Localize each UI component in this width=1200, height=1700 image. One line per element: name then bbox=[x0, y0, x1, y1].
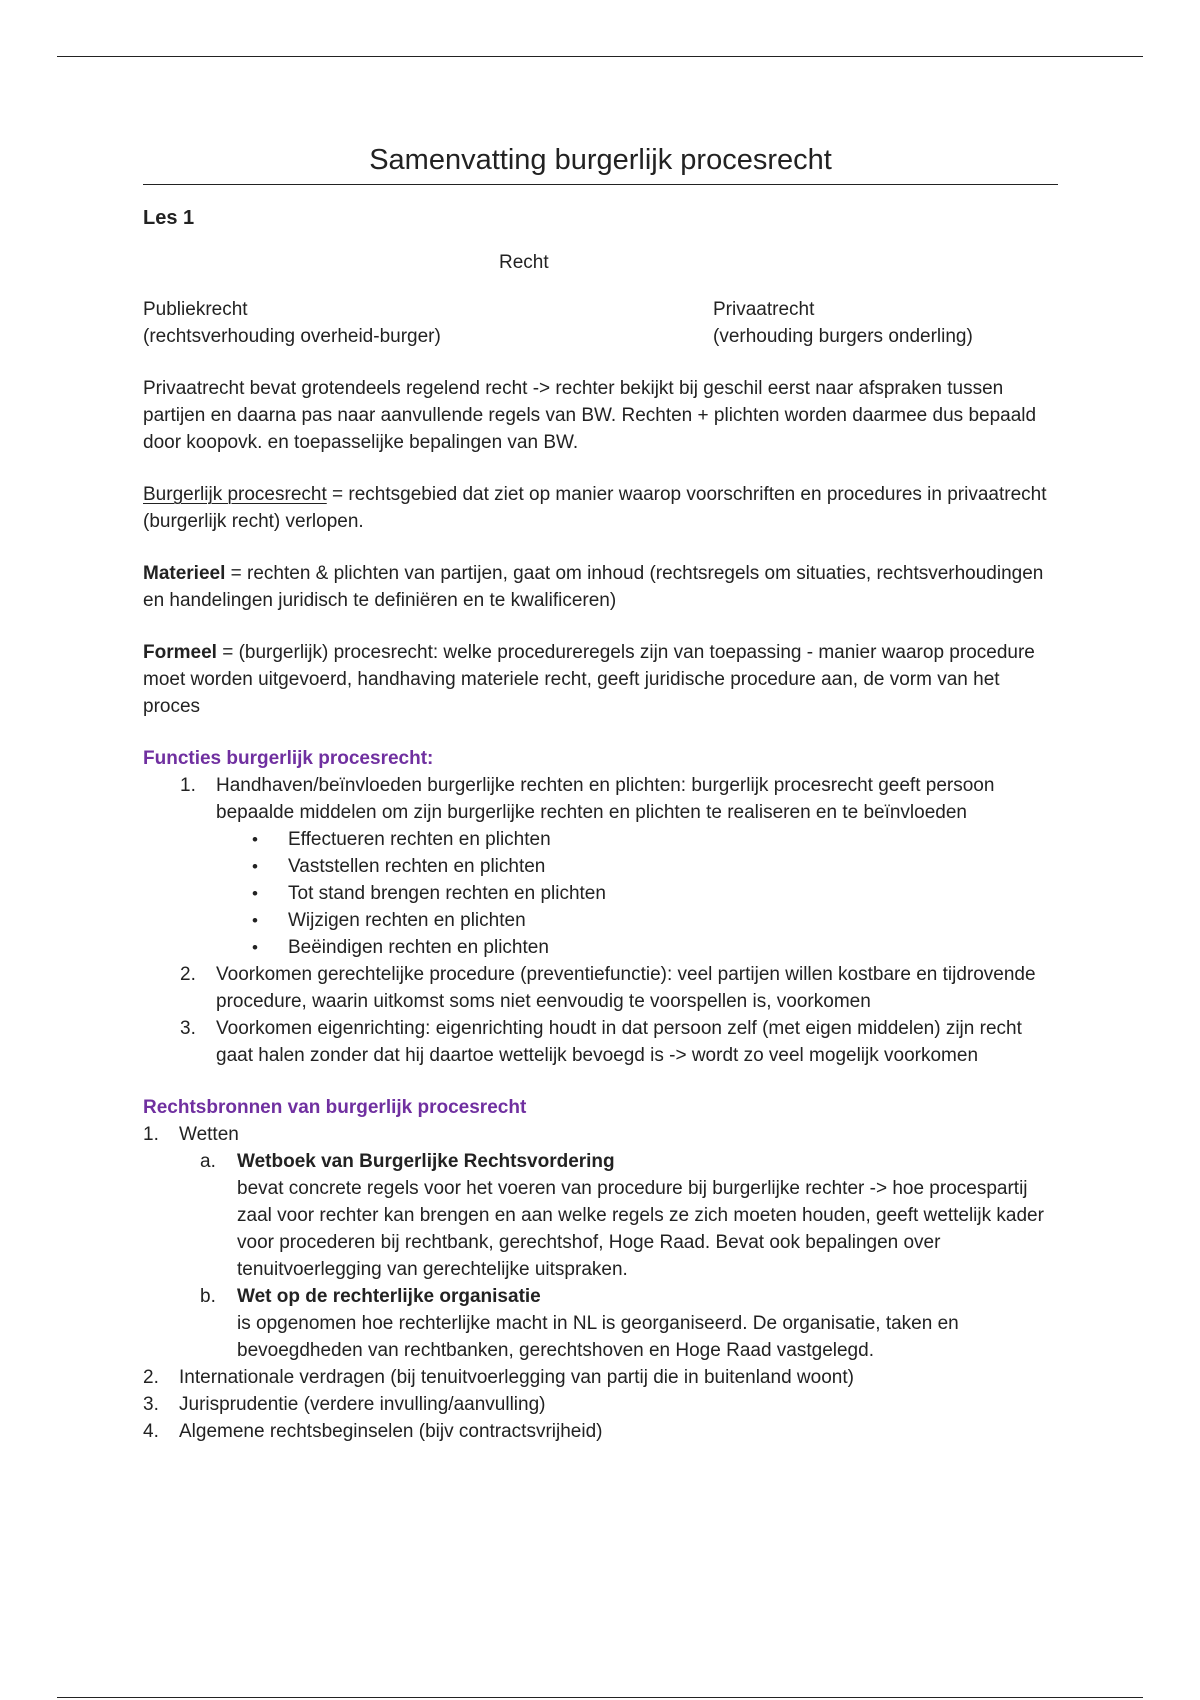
formeel-term: Formeel bbox=[143, 642, 217, 663]
privaatrecht-heading: Privaatrecht bbox=[713, 299, 815, 320]
definition-term: Burgerlijk procesrecht bbox=[143, 484, 327, 505]
page-bottom-rule bbox=[57, 1697, 1143, 1698]
bullet-text: Wijzigen rechten en plichten bbox=[288, 910, 526, 931]
materieel-paragraph bbox=[143, 560, 1058, 614]
privaatrecht-paragraph: Privaatrecht bevat grotendeels regelend recht -> rechter bekijkt bij geschil eerst naar afspraken tussen partijen en daarna pas naar aanvullende regels van BW. Rechten + plichten worden daarmee dus bepaald door koopovk. en toepasselijke bepalingen van BW. bbox=[143, 378, 1037, 453]
bullet-item bbox=[143, 907, 1058, 934]
functies-list bbox=[143, 772, 1058, 1069]
bullet-item bbox=[143, 880, 1058, 907]
definition-paragraph bbox=[143, 481, 1058, 535]
definition-text: = rechtsgebied dat ziet op manier waarop voorschriften en procedures in privaatrecht (burgerlijk recht) verlopen. bbox=[143, 484, 1047, 532]
list-item-text: Algemene rechtsbeginselen (bijv contractsvrijheid) bbox=[179, 1421, 603, 1442]
bullet-item bbox=[143, 826, 1058, 853]
law-division bbox=[143, 296, 1058, 350]
bullet-icon: • bbox=[252, 857, 258, 876]
functies-heading: Functies burgerlijk procesrecht: bbox=[143, 748, 434, 769]
list-item-text: Internationale verdragen (bij tenuitvoerlegging van partij die in buitenland woont) bbox=[179, 1367, 854, 1388]
document-title: Samenvatting burgerlijk procesrecht bbox=[143, 140, 1058, 185]
publiekrecht-description: (rechtsverhouding overheid-burger) bbox=[143, 326, 441, 347]
sub-list-marker: b. bbox=[200, 1286, 216, 1307]
sub-list-title: Wet op de rechterlijke organisatie bbox=[237, 1286, 541, 1307]
publiekrecht-heading: Publiekrecht bbox=[143, 299, 248, 320]
privaatrecht-column bbox=[713, 296, 1058, 350]
privaatrecht-description: (verhouding burgers onderling) bbox=[713, 326, 973, 347]
list-marker: 2. bbox=[180, 964, 196, 985]
list-marker: 4. bbox=[143, 1421, 159, 1442]
rechtsbronnen-list bbox=[143, 1121, 1058, 1445]
formeel-paragraph bbox=[143, 639, 1058, 720]
sub-list-body: is opgenomen hoe rechterlijke macht in NL is georganiseerd. De organisatie, taken en bevoegdheden van rechtbanken, gerechtshoven en Hoge Raad vastgelegd. bbox=[237, 1313, 959, 1361]
bullet-item bbox=[143, 934, 1058, 961]
bullet-text: Vaststellen rechten en plichten bbox=[288, 856, 546, 877]
materieel-text: = rechten & plichten van partijen, gaat om inhoud (rechtsregels om situaties, rechtsverhoudingen en handelingen juridisch te definiëren en te kwalificeren) bbox=[143, 563, 1044, 611]
list-marker: 2. bbox=[143, 1367, 159, 1388]
list-item bbox=[143, 1364, 1058, 1391]
formeel-text: = (burgerlijk) procesrecht: welke procedureregels zijn van toepassing - manier waarop procedure moet worden uitgevoerd, handhaving materiele recht, geeft juridische procedure aan, de vorm van het proces bbox=[143, 642, 1035, 717]
list-marker: 3. bbox=[143, 1394, 159, 1415]
sub-list-marker: a. bbox=[200, 1151, 216, 1172]
list-item bbox=[143, 961, 1058, 1015]
sub-list-item bbox=[143, 1283, 1058, 1310]
list-item bbox=[143, 1418, 1058, 1445]
list-marker: 1. bbox=[143, 1124, 159, 1145]
sub-list-item bbox=[143, 1148, 1058, 1175]
list-item bbox=[143, 772, 1058, 826]
list-item-text: Voorkomen gerechtelijke procedure (preventiefunctie): veel partijen willen kostbare en tijdrovende procedure, waarin uitkomst soms niet eenvoudig te voorspellen is, voorkomen bbox=[216, 964, 1036, 1012]
bullet-text: Tot stand brengen rechten en plichten bbox=[288, 883, 606, 904]
lesson-heading: Les 1 bbox=[143, 207, 195, 229]
sub-list-body: bevat concrete regels voor het voeren van procedure bij burgerlijke rechter -> hoe procespartij zaal voor rechter kan brengen en aan welke regels ze zich moeten houden, geeft wettelijk kader voor procederen bij rechtbank, gerechtshof, Hoge Raad. Bevat ook bepalingen over tenuitvoerlegging van gerechtelijke uitspraken. bbox=[237, 1178, 1044, 1280]
publiekrecht-column bbox=[143, 296, 713, 350]
list-item bbox=[143, 1015, 1058, 1069]
bullet-item bbox=[143, 853, 1058, 880]
bullet-icon: • bbox=[252, 884, 258, 903]
bullet-icon: • bbox=[252, 938, 258, 957]
list-item-text: Wetten bbox=[179, 1124, 239, 1145]
list-item-text: Jurisprudentie (verdere invulling/aanvulling) bbox=[179, 1394, 546, 1415]
list-item bbox=[143, 1121, 1058, 1148]
list-item bbox=[143, 1391, 1058, 1418]
sub-list-title: Wetboek van Burgerlijke Rechtsvordering bbox=[237, 1151, 615, 1172]
list-item-text: Voorkomen eigenrichting: eigenrichting houdt in dat persoon zelf (met eigen middelen) zijn recht gaat halen zonder dat hij daartoe wettelijk bevoegd is -> wordt zo veel mogelijk voorkomen bbox=[216, 1018, 1022, 1066]
rechtsbronnen-heading: Rechtsbronnen van burgerlijk procesrecht bbox=[143, 1097, 527, 1118]
list-marker: 1. bbox=[180, 775, 196, 796]
bullet-icon: • bbox=[252, 830, 258, 849]
center-term: Recht bbox=[499, 252, 549, 273]
bullet-icon: • bbox=[252, 911, 258, 930]
page-top-rule bbox=[57, 56, 1143, 57]
list-marker: 3. bbox=[180, 1018, 196, 1039]
materieel-term: Materieel bbox=[143, 563, 226, 584]
bullet-text: Effectueren rechten en plichten bbox=[288, 829, 551, 850]
list-item-text: Handhaven/beïnvloeden burgerlijke rechten en plichten: burgerlijk procesrecht geeft persoon bepaalde middelen om zijn burgerlijke rechten en plichten te realiseren en te beïnvloeden bbox=[216, 775, 995, 823]
bullet-text: Beëindigen rechten en plichten bbox=[288, 937, 549, 958]
document-body bbox=[143, 140, 1058, 1445]
